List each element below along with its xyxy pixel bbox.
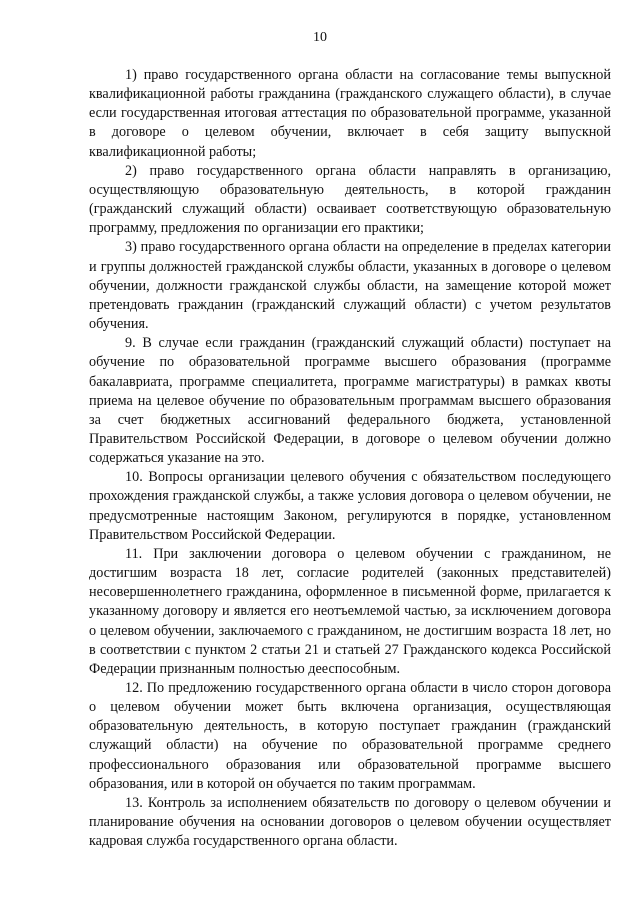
page-number: 10	[313, 30, 327, 45]
document-body	[89, 66, 611, 851]
paragraph-section-9: 9. В случае если гражданин (гражданский служащий области) поступает на обучение по образовательной программе высшего образования (программе бакалавриата, программе специалитета, программе магистратуры) в рамках квоты приема на целевое обучение по образовательным программам высшего образования за счет бюджетных ассигнований федерального бюджета, установленной Правительством Российской Федерации, в договоре о целевом обучении должно содержаться указание на это.	[89, 335, 611, 467]
paragraph-section-11: 11. При заключении договора о целевом обучении с гражданином, не достигшим возраста 18 лет, согласие родителей (законных представителей) несовершеннолетнего гражданина, оформленное в письменной форме, прилагается к указанному договору и является его неотъемлемой частью, за исключением договора о целевом обучении, заключаемого с гражданином, не достигшим возраста 18 лет, но в соответствии с пунктом 2 статьи 21 и статьей 27 Гражданского кодекса Российской Федерации признанным полностью дееспособным.	[89, 545, 611, 677]
paragraph-right-3: 3) право государственного органа области на определение в пределах категории и группы должностей гражданской службы области, указанных в договоре о целевом обучении, должности гражданской службы области, на замещение которой может претендовать гражданин (гражданский служащий области) с учетом результатов обучения.	[89, 239, 611, 333]
paragraph-right-1: 1) право государственного органа области на согласование темы выпускной квалификационной работы гражданина (гражданского служащего области), в случае если государственная итоговая аттестация по образовательной программе, указанной в договоре о целевом обучении, включает в себя защиту выпускной квалификационной работы;	[89, 67, 611, 160]
paragraph-section-13: 13. Контроль за исполнением обязательств по договору о целевом обучении и планирование обучения на основании договоров о целевом обучении осуществляет кадровая служба государственного органа области.	[89, 794, 611, 850]
paragraph-right-2: 2) право государственного органа области направлять в организацию, осуществляющую образовательную деятельность, в которой гражданин (гражданский служащий области) осваивает соответствующую образовательную программу, предложения по организации его практики;	[89, 162, 611, 237]
paragraph-section-10: 10. Вопросы организации целевого обучения с обязательством последующего прохождения гражданской службы, а также условия договора о целевом обучении, не предусмотренные настоящим Законом, регулируются в порядке, установленном Правительством Российской Федерации.	[89, 469, 611, 543]
paragraph-section-12: 12. По предложению государственного органа области в число сторон договора о целевом обучении может быть включена организация, осуществляющая образовательную деятельность, в которую поступает гражданин (гражданский служащий области) на обучение по образовательной программе среднего профессионального образования или образовательной программе высшего образования, или в которой он обучается по таким программам.	[89, 680, 611, 792]
